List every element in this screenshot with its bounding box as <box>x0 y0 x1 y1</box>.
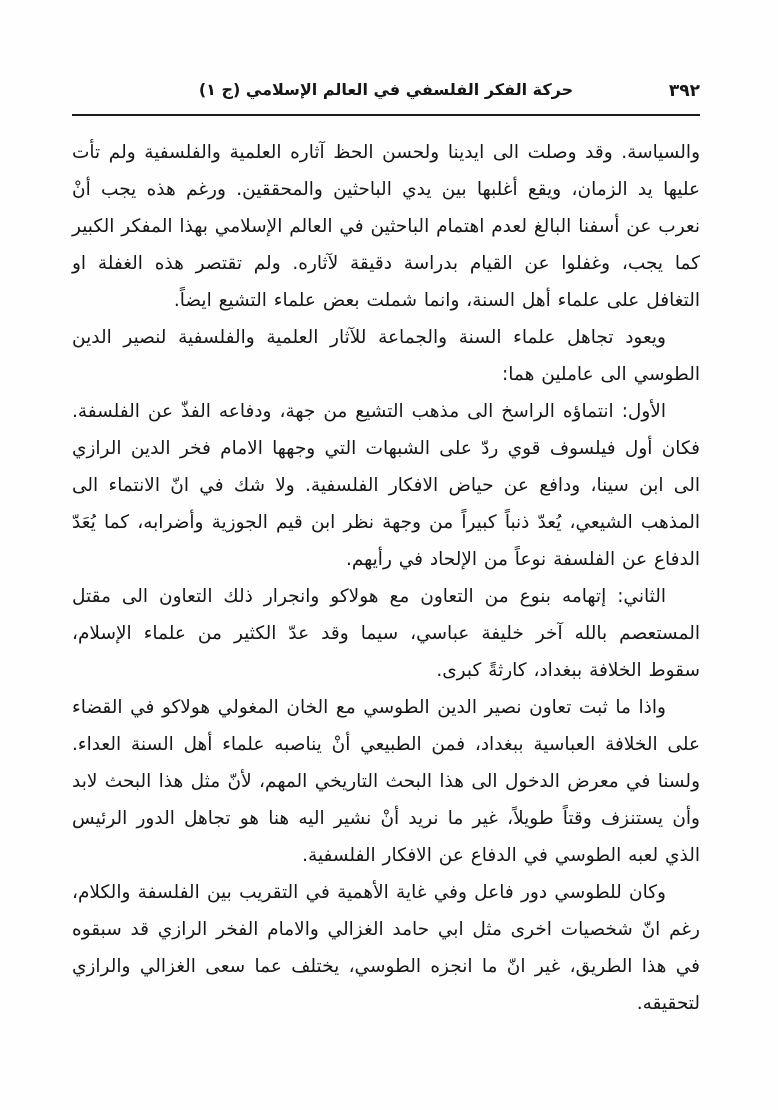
paragraph: واذا ما ثبت تعاون نصير الدين الطوسي مع الخان المغولي هولاكو في القضاء على الخلافة العباسية ببغداد، فمن الطبيعي أنْ يناصبه علماء أهل السنة العداء. ولسنا في معرض الدخول الى هذا البحث التاريخي المهم، لأنّ مثل هذا البحث لابد وأن يستنزف وقتاً طويلاً، غير ما نريد أنْ نشير اليه هنا هو تجاهل الدور الرئيس الذي لعبه الطوسي في الدفاع عن الافكار الفلسفية. <box>72 697 700 866</box>
paragraph: ويعود تجاهل علماء السنة والجماعة للآثار العلمية والفلسفية لنصير الدين الطوسي الى عاملين هما: <box>72 327 700 385</box>
page-header-title: حركة الفكر الفلسفي في العالم الإسلامي (ج ١) <box>198 80 574 99</box>
paragraph: وكان للطوسي دور فاعل وفي غاية الأهمية في التقريب بين الفلسفة والكلام، رغم انّ شخصيات اخرى مثل ابي حامد الغزالي والامام الفخر الرازي قد سبقوه في هذا الطريق، غير انّ ما انجزه الطوسي، يختلف عما سعى الغزالي والرازي لتحقيقه. <box>72 882 700 1014</box>
header-divider <box>72 114 700 116</box>
page-header <box>72 80 700 114</box>
paragraph: الثاني: إتهامه بنوع من التعاون مع هولاكو وانجرار ذلك التعاون الى مقتل المستعصم بالله آخر خليفة عباسي، سيما وقد عدّ الكثير من علماء الإسلام، سقوط الخلافة ببغداد، كارثةً كبرى. <box>72 586 700 681</box>
page-number: ٣٩٢ <box>668 81 700 101</box>
paragraph: والسياسة. وقد وصلت الى ايدينا ولحسن الحظ آثاره العلمية والفلسفية ولم تأت عليها يد الزمان، ويقع أغلبها بين يدي الباحثين والمحققين. ورغم هذه يجب أنْ نعرب عن أسفنا البالغ لعدم اهتمام الباحثين في العالم الإسلامي بهذا المفكر الكبير كما يجب، وغفلوا عن القيام بدراسة دقيقة لآثاره. ولم تقتصر هذه الغفلة او التغافل على علماء أهل السنة، وانما شملت بعض علماء التشيع ايضاً. <box>71 142 700 311</box>
page-content <box>72 80 700 1022</box>
body-text <box>72 134 700 1022</box>
paragraph: الأول: انتماؤه الراسخ الى مذهب التشيع من جهة، ودفاعه الفذّ عن الفلسفة. فكان أول فيلسوف قوي ردّ على الشبهات التي وجهها الامام فخر الدين الرازي الى ابن سينا، ودافع عن حياض الافكار الفلسفية. ولا شك في انّ الانتماء الى المذهب الشيعي، يُعدّ ذنباً كبيراً من وجهة نظر ابن قيم الجوزية وأضرابه، كما يُعَدّ الدفاع عن الفلسفة نوعاً من الإلحاد في رأيهم. <box>72 401 700 570</box>
